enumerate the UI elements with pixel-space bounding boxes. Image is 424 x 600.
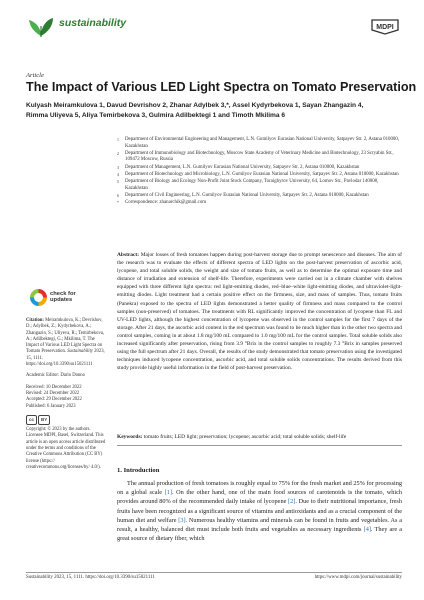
accepted-date: Accepted: 29 December 2022 [26, 397, 82, 403]
check-for-updates-label: check for updates [50, 291, 76, 304]
check-for-updates-button[interactable] [30, 289, 90, 309]
keywords-text: tomato fruits; LED light; preservation; lycopene; ascorbic acid; total soluble solids; shelf-life [143, 434, 347, 440]
citation-link[interactable]: [1] [164, 489, 172, 497]
cc-by-license-icon[interactable] [26, 415, 50, 425]
affiliation-5: 5 Department of Biology and Ecology Non-Profit Joint Stock Company, Toraighyrov University, 64, Lomov Str., Pavlodar 140008, Kazakhstan [117, 178, 379, 191]
mdpi-logo-text: MDPI [376, 24, 394, 31]
correspondence[interactable]: * Correspondence: zhanarchik@gmail.com [117, 199, 207, 205]
journal-name[interactable]: sustainability [59, 17, 127, 29]
author-line-2[interactable]: Rimma Uliyeva 5, Aliya Temirbekova 3, Gulmira Adilbektegi 1 and Timoth Mkilima 6 [26, 111, 286, 119]
affiliation-2: 2 Department of Immunobiology and Biotechnology, Moscow State Academy of Veterinary Medicine and Biotechnology, 23 Scryabin Str., 109472 Moscow, Russia [117, 150, 394, 163]
affiliation-1: 1 Department of Environmental Engineering and Management, L.N. Gumilyov Eurasian National University, Satpayev Str. 2, Astana 010000, Kazakhstan [117, 137, 400, 149]
received-date: Received: 10 December 2022 [26, 384, 82, 390]
abstract [117, 251, 402, 372]
citation-journal: Sustainability [67, 349, 93, 355]
article-type: Article [26, 72, 44, 79]
introduction-paragraph: The annual production of fresh tomatoes is roughly equal to 75% for the fresh market and 25% for processing on a global scale [1]. On the other hand, one of the main food sources of carotenoids is the tomato, which provides around 80% of the recommended daily intake of lycopene [2]. Due to their nutritional importance, fresh fruits have been recognized as a significant source of vitamins and antioxidants and as a crucial component of the human diet and welfare [3]. Numerous healthy vitamins and minerals can be found in fruits and vegetables. As a result, a healthy, balanced diet must include both fruits and vegetables as necessary ingredients [4]. They are a great source of dietary fiber, which [117, 480, 402, 543]
citation-block [26, 318, 106, 368]
citation-link[interactable]: [2] [288, 498, 296, 506]
affiliation-3: 3 Department of Management, L.N. Gumilyov Eurasian National University, Satpayev Str. 2, Astana 010000, Kazakhstan [117, 164, 360, 170]
affiliation-6: 6 Department of Civil Engineering, L.N. Gumilyov Eurasian National University, Satpayev Str. 2, Astana 010000, Kazakhstan [117, 192, 369, 198]
author-line-1[interactable]: Kulyash Meiramkulova 1, Davud Devrishov 2, Zhanar Adylbek 3,*, Assel Kydyrbekova 1, Sayan Zhangazin 4, [26, 102, 364, 109]
dates-block [26, 385, 106, 410]
citation-label: Citation: [26, 318, 44, 323]
citation-link[interactable]: [4] [363, 526, 371, 534]
published-date: Published: 6 January 2023 [26, 403, 76, 409]
mdpi-logo-icon[interactable] [368, 18, 402, 36]
check-for-updates-icon [30, 289, 47, 306]
footer-journal-url[interactable]: https://www.mdpi.com/journal/sustainability [314, 575, 402, 580]
section-heading-introduction: 1. Introduction [117, 467, 160, 474]
abstract-label: Abstract: [117, 252, 140, 258]
article-info-sidebar [26, 318, 106, 476]
by-badge: BY [38, 415, 50, 425]
affiliation-4: 4 Department of Biotechnology and Microbiology, L.N. Gumilyov Eurasian National University, Satpayev Str. 2, Astana 010000, Kazakhstan [117, 171, 399, 177]
page-title: The Impact of Various LED Light Spectra on Tomato Preservation [26, 80, 417, 94]
citation-link[interactable]: [3] [178, 516, 186, 524]
author-list [26, 101, 402, 120]
leaf-logo-icon [26, 16, 56, 38]
affiliations [117, 137, 401, 207]
footer-citation[interactable]: Sustainability 2023, 15, 1111. https://doi.org/10.3390/su15021111 [26, 575, 155, 580]
citation-text: Meiramkulova, K.; Devrishov, D.; Adylbek, Z.; Kydyrbekova, A.; Zhangazin, S.; Uliyeva, R.; Temirbekova, A.; Adilbektegi, G.; Mkilima, T. The Impact of Various LED Light Spectra on Tomato Preservation. [26, 318, 105, 355]
keywords-label: Keywords: [117, 434, 143, 440]
revised-date: Revised: 24 December 2022 [26, 390, 80, 396]
citation-doi[interactable]: 2023, 15, 1111. https://doi.org/10.3390/su15021111 [26, 349, 105, 368]
abstract-text: Major losses of fresh tomatoes happen during post-harvest storage due to prompt senescence and diseases. The aim of the research was to evaluate the effects of different spectra of LED lights on the post-harvest preservation of ascorbic acid, lycopene, and total soluble solids, the weight and size of tomato fruits, as well as to determine the optimal exposure time and distance of irradiation and extension of shelf-life. Therefore, experiments were carried out in a climate chamber with shelves equipped with three different light spectra: red light-emitting diodes, red–blue–white light-emitting diodes, and ultraviolet-light-emitting diodes. Light treatment had a certain positive effect on the firmness, size, and mass of samples. Thus, tomato fruits (Panekra) exposed to the spectra of LED lights demonstrated a better quality of firmness and mass compared to the control samples (non-preserved) of tomatoes. The treatments with RL significantly improved the concentration of lycopene than FL and UV-LED lights, although the highest concentration of lycopene was observed in the control samples for the first 7 days of the storage. After 21 days, the ascorbic acid content in the red spectrum was found to be much higher than in the other two spectra and control samples, coming in at about 1.8 mg/100 mL compared to 1.0 mg/100 mL for the control samples. Total soluble solids also increased significantly after preservation, rising from 3.9 °Brix in the control samples to roughly 7.3 °Brix in samples preserved using the full spectrum after 21 days. Overall, the results of the study demonstrated that tomato preservation using the investigated techniques induced lycopene concentration, ascorbic acid, and total soluble solids concentrations. The results derived from this study provide highly useful information in the field of post-harvest preservation. [117, 252, 402, 372]
cc-badge: cc [26, 415, 37, 425]
keywords [117, 433, 402, 446]
copyright-notice: Copyright: © 2023 by the authors. Licensee MDPI, Basel, Switzerland. This article is an open access article distributed under the terms and conditions of the Creative Commons Attribution (CC BY) license (https:// creativecommons.org/licenses/by/ 4.0/). [26, 427, 106, 470]
academic-editor: Academic Editor: Dario Donno [26, 373, 85, 379]
footer-divider [26, 572, 402, 573]
